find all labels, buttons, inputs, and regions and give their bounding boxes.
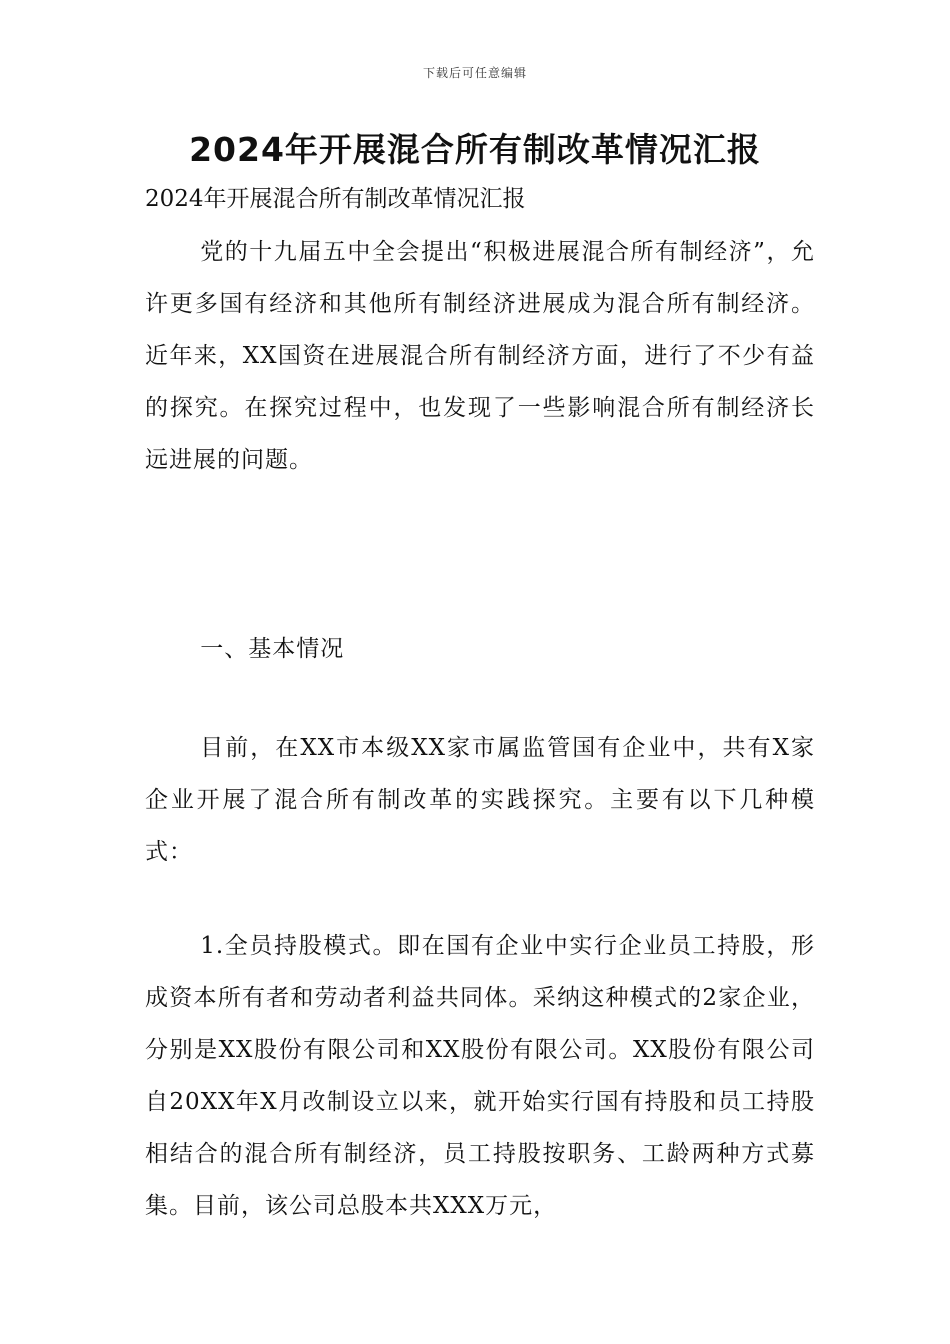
section-heading-basic: 一、基本情况 (200, 636, 345, 662)
page-title: 2024年开展混合所有制改革情况汇报 (189, 130, 761, 169)
page-header-note: 下载后可任意编辑 (422, 66, 527, 80)
document-subtitle: 2024年开展混合所有制改革情况汇报 (145, 186, 526, 212)
intro-paragraph: 党的十九届五中全会提出“积极进展混合所有制经济”，允许更多国有经济和其他所有制经济进展成为混合所有制经济。近年来，XX国资在进展混合所有制经济方面，进行了不少有益的探究。在探究过程中，也发现了一些影响混合所有制经济长远进展的问题。 (145, 239, 815, 473)
current-status-paragraph: 目前，在XX市本级XX家市属监管国有企业中，共有X家企业开展了混合所有制改革的实践探究。主要有以下几种模式： (145, 735, 815, 865)
mode-one-paragraph: 1.全员持股模式。即在国有企业中实行企业员工持股，形成资本所有者和劳动者利益共同体。采纳这种模式的2家企业，分别是XX股份有限公司和XX股份有限公司。XX股份有限公司自20XX年X月改制设立以来，就开始实行国有持股和员工持股相结合的混合所有制经济，员工持股按职务、工龄两种方式募集。目前，该公司总股本共XXX万元， (145, 933, 815, 1219)
